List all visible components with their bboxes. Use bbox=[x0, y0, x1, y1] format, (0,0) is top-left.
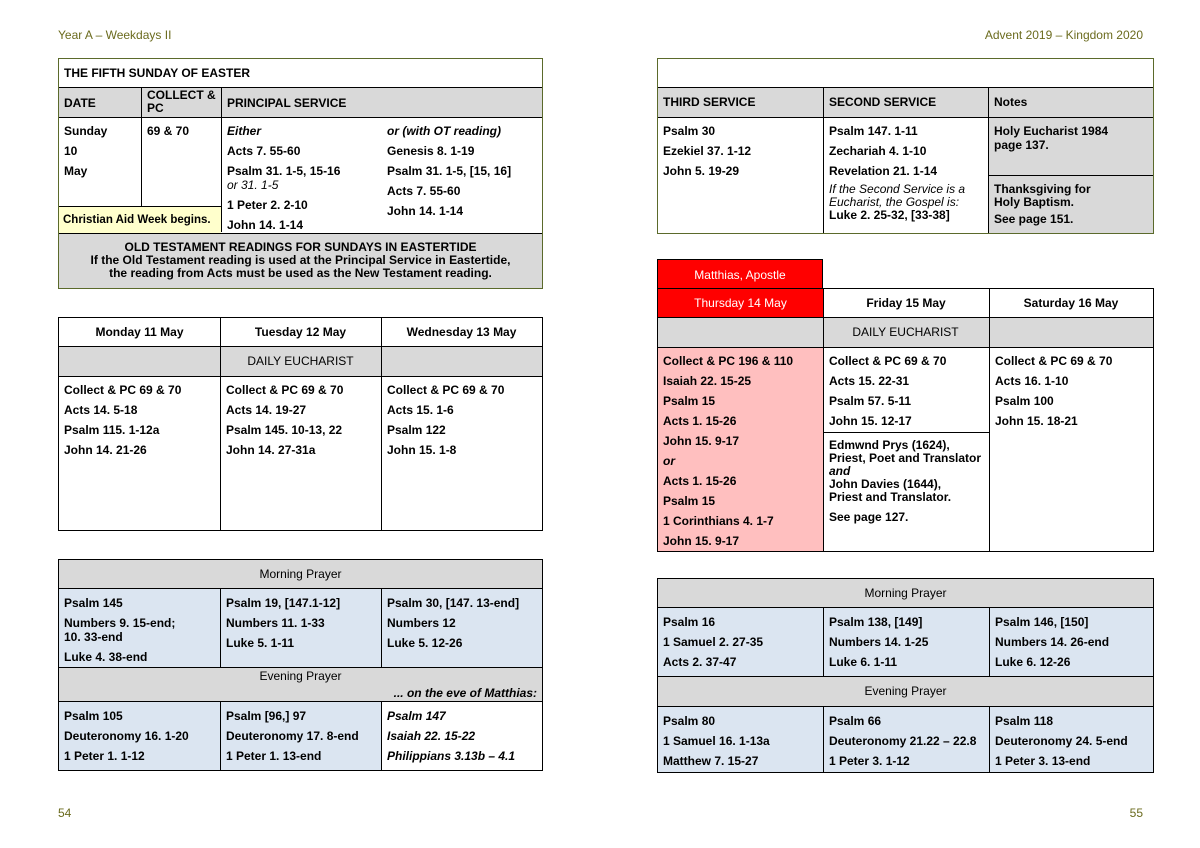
reading: John 14. 1-14 bbox=[387, 204, 464, 218]
ot-line: the reading from Acts must be used as the New Testament reading. bbox=[109, 266, 492, 280]
reading: Numbers 11. 1-33 bbox=[226, 616, 325, 630]
note-line: See page 151. bbox=[994, 212, 1074, 226]
ep-friday bbox=[824, 714, 989, 774]
reading: Psalm 147 bbox=[387, 709, 446, 723]
or-heading: or (with OT reading) bbox=[387, 124, 501, 138]
daily-eucharist-label: DAILY EUCHARIST bbox=[658, 318, 1153, 347]
day-header: Friday 15 May bbox=[866, 296, 946, 310]
reading: 1 Peter 1. 1-12 bbox=[64, 749, 145, 763]
reading: John 15. 9-17 bbox=[663, 534, 740, 548]
reading: Psalm 15 bbox=[663, 394, 716, 408]
reading: 1 Peter 3. 13-end bbox=[995, 754, 1091, 768]
reading: Psalm 66 bbox=[829, 714, 882, 728]
weekday-eucharist-right bbox=[657, 288, 1154, 552]
running-header-left: Year A – Weekdays II bbox=[58, 28, 172, 42]
reading: 1 Peter 1. 13-end bbox=[226, 749, 322, 763]
reading: Psalm 100 bbox=[995, 394, 1054, 408]
mp-tuesday bbox=[221, 596, 381, 656]
ep-thursday bbox=[658, 714, 823, 774]
sunday-title: THE FIFTH SUNDAY OF EASTER bbox=[64, 66, 251, 80]
reading: Zechariah 4. 1-10 bbox=[829, 144, 927, 158]
reading: Deuteronomy 16. 1-20 bbox=[64, 729, 189, 743]
reading: Acts 14. 5-18 bbox=[64, 403, 138, 417]
reading: Deuteronomy 17. 8-end bbox=[226, 729, 359, 743]
date-month: May bbox=[64, 164, 88, 178]
or-readings bbox=[382, 124, 542, 218]
note-line: Thanksgiving for bbox=[994, 182, 1091, 196]
sunday-collect: 69 & 70 bbox=[147, 124, 190, 138]
reading: Psalm 145 bbox=[64, 596, 123, 610]
second-service-readings bbox=[824, 124, 988, 184]
col-collect-header: COLLECT & PC bbox=[147, 88, 216, 115]
reading: Psalm 122 bbox=[387, 423, 446, 437]
sunday-table bbox=[58, 58, 543, 289]
weekday-eucharist-left bbox=[58, 317, 543, 531]
col-principal-header: PRINCIPAL SERVICE bbox=[227, 96, 347, 110]
reading: Psalm 115. 1-12a bbox=[64, 423, 160, 437]
friday-readings bbox=[824, 354, 989, 434]
reading: Acts 7. 55-60 bbox=[387, 184, 461, 198]
reading: Psalm 31. 1-5, 15-16 bbox=[227, 164, 341, 178]
reading: John 14. 21-26 bbox=[64, 443, 147, 457]
reading: Psalm 30, [147. 13-end] bbox=[387, 596, 520, 610]
reading-or: or bbox=[663, 454, 675, 468]
friday-commemoration bbox=[824, 439, 989, 524]
reading: Psalm 15 bbox=[663, 494, 716, 508]
reading: Acts 7. 55-60 bbox=[227, 144, 301, 158]
reading: Isaiah 22. 15-22 bbox=[387, 729, 476, 743]
page-number-left: 54 bbox=[58, 806, 72, 820]
reading-alt: or 31. 1-5 bbox=[227, 178, 279, 192]
reading: Psalm 19, [147.1-12] bbox=[226, 596, 341, 610]
reading: Isaiah 22. 15-25 bbox=[663, 374, 752, 388]
date-day: Sunday bbox=[64, 124, 108, 138]
reading: Collect & PC 69 & 70 bbox=[226, 383, 344, 397]
reading: Numbers 12 bbox=[387, 616, 456, 630]
ep-wednesday bbox=[382, 709, 542, 769]
running-header-right: Advent 2019 – Kingdom 2020 bbox=[984, 28, 1143, 42]
reading: Psalm 118 bbox=[995, 714, 1054, 728]
reading: Acts 15. 1-6 bbox=[387, 403, 454, 417]
note-line: Holy Eucharist 1984 bbox=[994, 124, 1109, 138]
reading: Psalm 57. 5-11 bbox=[829, 394, 912, 408]
reading: Acts 2. 37-47 bbox=[663, 655, 737, 669]
comm-line: and bbox=[829, 464, 851, 478]
office-table-left bbox=[58, 559, 543, 771]
third-service-readings bbox=[658, 124, 823, 184]
sunday-table-right bbox=[657, 58, 1154, 234]
reading: Collect & PC 69 & 70 bbox=[829, 354, 947, 368]
day-header-thursday: Thursday 14 May bbox=[658, 289, 823, 318]
reading: Luke 6. 12-26 bbox=[995, 655, 1071, 669]
reading: 1 Corinthians 4. 1-7 bbox=[663, 514, 774, 528]
reading: John 5. 19-29 bbox=[663, 164, 740, 178]
reading: Numbers 14. 26-end bbox=[995, 635, 1110, 649]
reading: Philippians 3.13b – 4.1 bbox=[387, 749, 516, 763]
note-line: Eucharist, the Gospel is: bbox=[829, 195, 960, 209]
day-header: Tuesday 12 May bbox=[254, 325, 347, 339]
page-number-right: 55 bbox=[1129, 806, 1143, 820]
reading: Luke 5. 12-26 bbox=[387, 636, 463, 650]
mp-thursday bbox=[658, 615, 823, 675]
gospel-reading: Luke 2. 25-32, [33-38] bbox=[829, 208, 950, 222]
ot-title: OLD TESTAMENT READINGS FOR SUNDAYS IN EASTERTIDE bbox=[124, 240, 477, 254]
reading: 1 Samuel 16. 1-13a bbox=[663, 734, 770, 748]
col-date-header: DATE bbox=[64, 96, 96, 110]
morning-prayer-label: Morning Prayer bbox=[658, 579, 1153, 608]
mp-monday bbox=[59, 596, 220, 664]
daily-eucharist-label: DAILY EUCHARIST bbox=[59, 347, 542, 376]
ep-monday bbox=[59, 709, 220, 769]
mp-wednesday bbox=[382, 596, 542, 656]
ep-saturday bbox=[990, 714, 1154, 774]
comm-line: Edmwnd Prys (1624), bbox=[829, 438, 950, 452]
notes-baptism bbox=[989, 176, 1153, 233]
reading: Acts 15. 22-31 bbox=[829, 374, 910, 388]
reading: John 14. 1-14 bbox=[227, 218, 304, 232]
ep-tuesday bbox=[221, 709, 381, 769]
notes-eucharist bbox=[989, 118, 1153, 175]
reading: 1 Peter 2. 2-10 bbox=[227, 198, 308, 212]
ot-line: If the Old Testament reading is used at the Principal Service in Eastertide, bbox=[90, 253, 511, 267]
tuesday-readings bbox=[221, 383, 381, 463]
reading: Acts 14. 19-27 bbox=[226, 403, 307, 417]
reading: Genesis 8. 1-19 bbox=[387, 144, 475, 158]
reading: John 14. 27-31a bbox=[226, 443, 316, 457]
reading: Psalm 16 bbox=[663, 615, 716, 629]
col-third-header: THIRD SERVICE bbox=[663, 95, 756, 109]
evening-prayer-label: Evening Prayer bbox=[259, 669, 342, 683]
mp-friday bbox=[824, 615, 989, 675]
ot-readings-note bbox=[59, 234, 542, 288]
reading: Collect & PC 69 & 70 bbox=[64, 383, 182, 397]
eve-of-matthias-note: ... on the eve of Matthias: bbox=[393, 686, 537, 700]
feast-label: Matthias, Apostle bbox=[657, 259, 823, 289]
note-line: page 137. bbox=[994, 138, 1049, 152]
sunday-date bbox=[59, 124, 141, 184]
saturday-readings bbox=[990, 354, 1154, 434]
comm-line: Priest and Translator. bbox=[829, 490, 952, 504]
reading: John 15. 1-8 bbox=[387, 443, 457, 457]
reading: Deuteronomy 24. 5-end bbox=[995, 734, 1128, 748]
reading: John 15. 9-17 bbox=[663, 434, 740, 448]
wednesday-readings bbox=[382, 383, 542, 463]
reading: Psalm 31. 1-5, [15, 16] bbox=[387, 164, 512, 178]
see-page: See page 127. bbox=[829, 510, 909, 524]
second-service-note bbox=[824, 183, 988, 222]
reading: Luke 6. 1-11 bbox=[829, 655, 898, 669]
reading: Ezekiel 37. 1-12 bbox=[663, 144, 752, 158]
reading: Psalm 145. 10-13, 22 bbox=[226, 423, 343, 437]
reading: Acts 1. 15-26 bbox=[663, 474, 737, 488]
reading: Psalm 105 bbox=[64, 709, 123, 723]
reading: Matthew 7. 15-27 bbox=[663, 754, 759, 768]
reading: Acts 16. 1-10 bbox=[995, 374, 1069, 388]
reading: Numbers 9. 15-end; bbox=[64, 616, 176, 630]
thursday-readings bbox=[658, 354, 823, 554]
reading: Collect & PC 69 & 70 bbox=[387, 383, 505, 397]
reading: Collect & PC 196 & 110 bbox=[663, 354, 794, 368]
reading: Collect & PC 69 & 70 bbox=[995, 354, 1113, 368]
reading: Psalm [96,] 97 bbox=[226, 709, 307, 723]
reading: John 15. 12-17 bbox=[829, 414, 912, 428]
reading: John 15. 18-21 bbox=[995, 414, 1078, 428]
date-num: 10 bbox=[64, 144, 78, 158]
reading: Numbers 14. 1-25 bbox=[829, 635, 929, 649]
reading: Psalm 147. 1-11 bbox=[829, 124, 918, 138]
comm-line: John Davies (1644), bbox=[829, 477, 942, 491]
reading: 1 Peter 3. 1-12 bbox=[829, 754, 910, 768]
monday-readings bbox=[59, 383, 220, 463]
reading: Acts 1. 15-26 bbox=[663, 414, 737, 428]
day-header: Saturday 16 May bbox=[1023, 296, 1119, 310]
col-notes-header: Notes bbox=[994, 95, 1028, 109]
comm-line: Priest, Poet and Translator bbox=[829, 451, 982, 465]
reading: Psalm 146, [150] bbox=[995, 615, 1089, 629]
reading: Revelation 21. 1-14 bbox=[829, 164, 938, 178]
reading: 10. 33-end bbox=[64, 630, 123, 644]
reading: Psalm 80 bbox=[663, 714, 716, 728]
reading: Luke 5. 1-11 bbox=[226, 636, 295, 650]
reading: Luke 4. 38-end bbox=[64, 650, 148, 664]
note-line: Holy Baptism. bbox=[994, 195, 1075, 209]
reading: Psalm 30 bbox=[663, 124, 716, 138]
reading: Psalm 138, [149] bbox=[829, 615, 923, 629]
day-header: Monday 11 May bbox=[95, 325, 184, 339]
either-readings bbox=[222, 124, 382, 232]
reading: 1 Samuel 2. 27-35 bbox=[663, 635, 764, 649]
note-line: If the Second Service is a bbox=[829, 182, 966, 196]
mp-saturday bbox=[990, 615, 1154, 675]
day-header: Wednesday 13 May bbox=[406, 325, 517, 339]
evening-prayer-label: Evening Prayer bbox=[658, 677, 1153, 706]
morning-prayer-label: Morning Prayer bbox=[59, 560, 542, 589]
col-second-header: SECOND SERVICE bbox=[829, 95, 937, 109]
christian-aid-note: Christian Aid Week begins. bbox=[59, 206, 221, 233]
office-table-right bbox=[657, 578, 1154, 773]
either-heading: Either bbox=[227, 124, 262, 138]
reading: Deuteronomy 21.22 – 22.8 bbox=[829, 734, 977, 748]
